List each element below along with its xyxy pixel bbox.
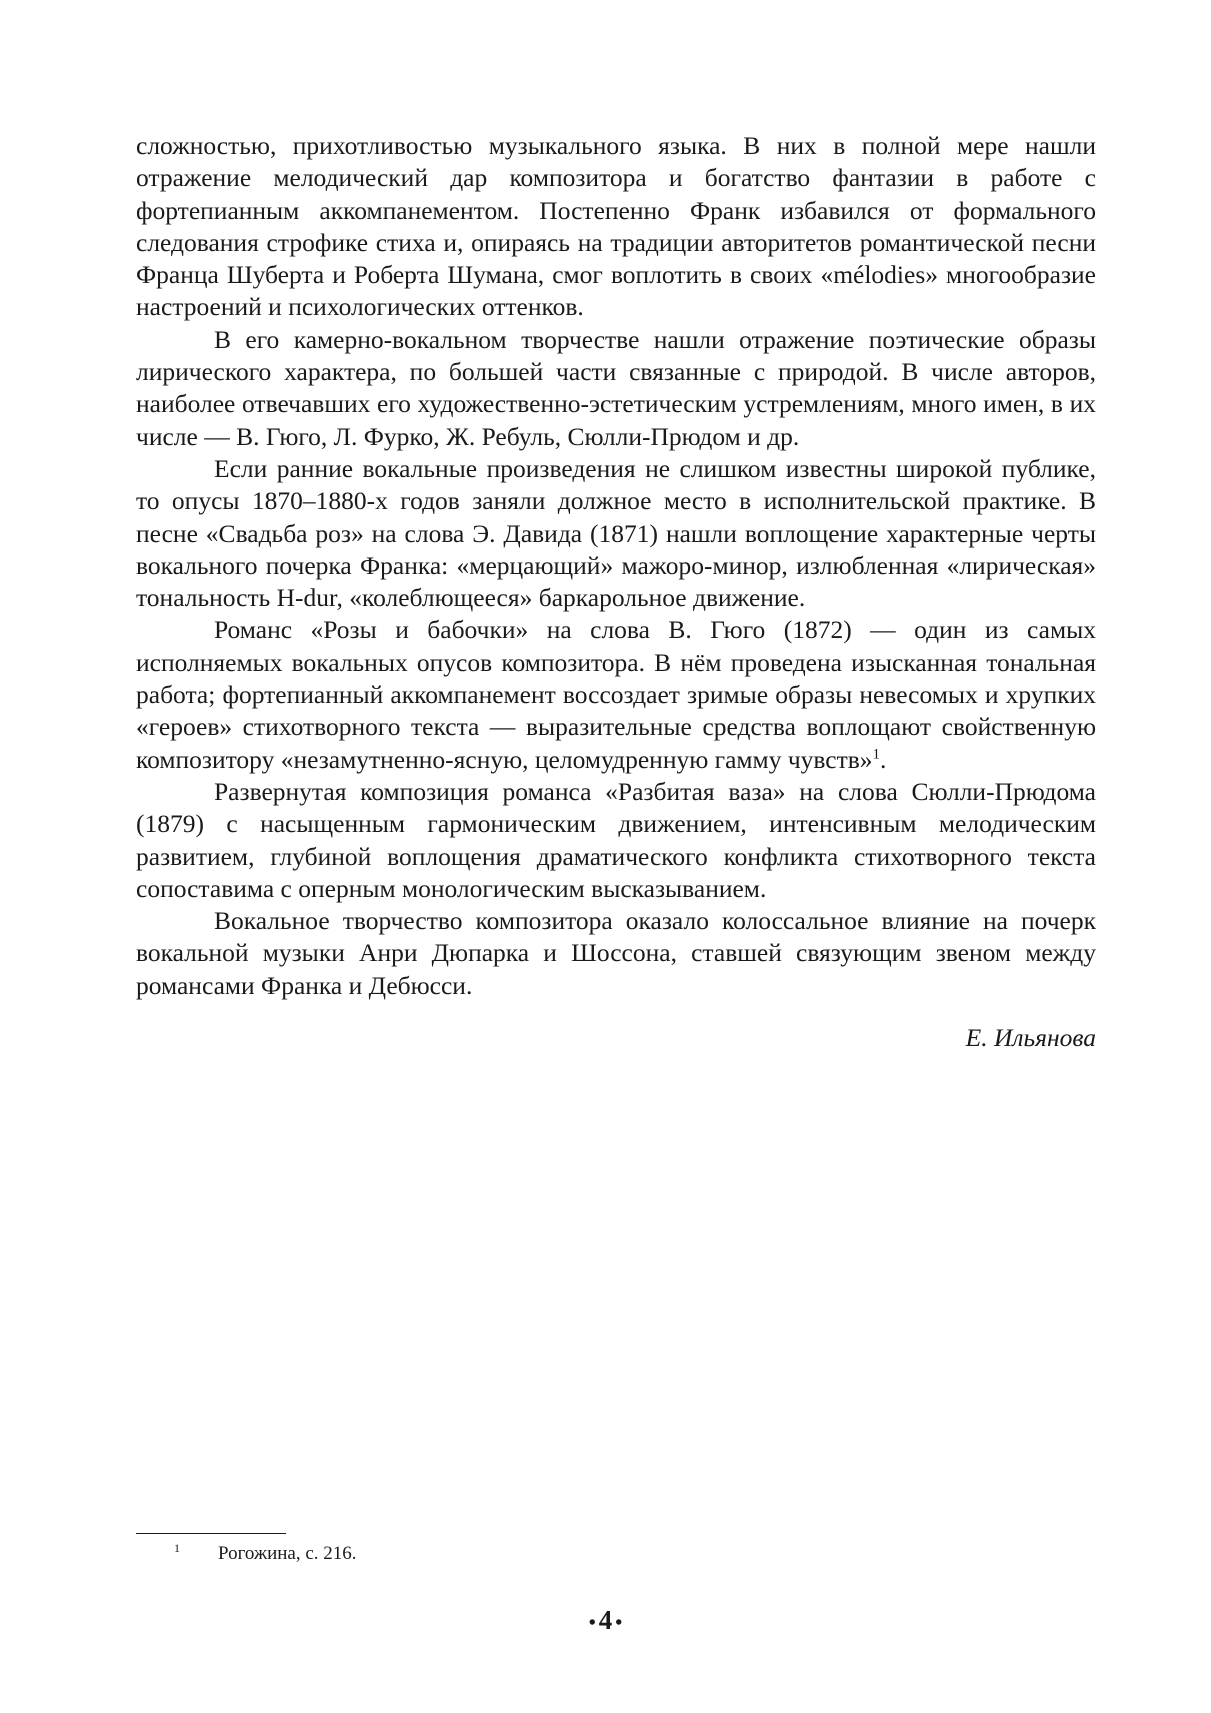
paragraph-2	[136, 324, 1096, 453]
author-signature: Е. Ильянова	[965, 1023, 1096, 1053]
paragraph-4-text: Романс «Розы и бабочки» на слова В. Гюго (1872) — один из самых исполняемых вокальных опусов композитора. В нём проведена изысканная тональная работа; фортепианный аккомпанемент воссоздает зримые образы невесомых и хрупких «героев» стихотворного текста — выразительные средства воплощают свойственную композитору «незамутненно-ясную, целомудренную гамму чувств»	[136, 615, 1096, 774]
paragraph-2-text: В его камерно-вокальном творчестве нашли отражение поэтические образы лирического характера, по большей части связанные с природой. В числе авторов, наиболее отвечавших его художественно-эстетическим устремлениям, много имен, в их числе — В. Гюго, Л. Фурко, Ж. Ребуль, Сюлли-Прюдом и др.	[136, 324, 1096, 451]
page-number-right-dot: •	[615, 1611, 623, 1634]
page-body	[136, 130, 1096, 1054]
footnote-divider	[136, 1533, 286, 1534]
paragraph-5-text: Развернутая композиция романса «Разбитая ваза» на слова Сюлли-Прюдома (1879) с насыщенным гармоническим движением, интенсивным мелодическим развитием, глубиной воплощения драматического конфликта стихотворного текста сопоставима с оперным монологическим высказыванием.	[136, 776, 1096, 903]
footnote: 1 Рогожина, с. 216.	[174, 1540, 357, 1564]
paragraph-3	[136, 453, 1096, 614]
paragraph-5	[136, 776, 1096, 905]
footnote-text: Рогожина, с. 216.	[218, 1543, 357, 1564]
page-number-left-dot: •	[588, 1611, 596, 1634]
paragraph-3-text: Если ранние вокальные произведения не слишком известны широкой публике, то опусы 1870–1880-х годов заняли должное место в исполнительской практике. В песне «Свадьба роз» на слова Э. Давида (1871) нашли воплощение характерные черты вокального почерка Франка: «мерцающий» мажоро-минор, излюбленная «лирическая» тональность H-dur, «колеблющееся» баркарольное движение.	[136, 453, 1096, 613]
paragraph-1-text: сложностью, прихотливостью музыкального языка. В них в полной мере нашли отражение мелодический дар композитора и богатство фантазии в работе с фортепианным аккомпанементом. Постепенно Франк избавился от формального следования строфике стиха и, опираясь на традиции авторитетов романтической песни Франца Шуберта и Роберта Шумана, смог воплотить в своих «mélodies» многообразие настроений и психологических оттенков.	[136, 131, 1096, 322]
footnote-reference[interactable]: 1	[872, 746, 881, 763]
paragraph-6-text: Вокальное творчество композитора оказало колоссальное влияние на почерк вокальной музыки Анри Дюпарка и Шоссона, ставшей связующим звеном между романсами Франка и Дебюсси.	[136, 906, 1096, 1000]
paragraph-4-end: .	[880, 744, 887, 774]
paragraph-6	[136, 905, 1096, 1002]
paragraph-1	[136, 130, 1096, 324]
page-number-value: 4	[598, 1605, 613, 1635]
page-number	[0, 1604, 1211, 1639]
paragraph-4	[136, 614, 1096, 775]
